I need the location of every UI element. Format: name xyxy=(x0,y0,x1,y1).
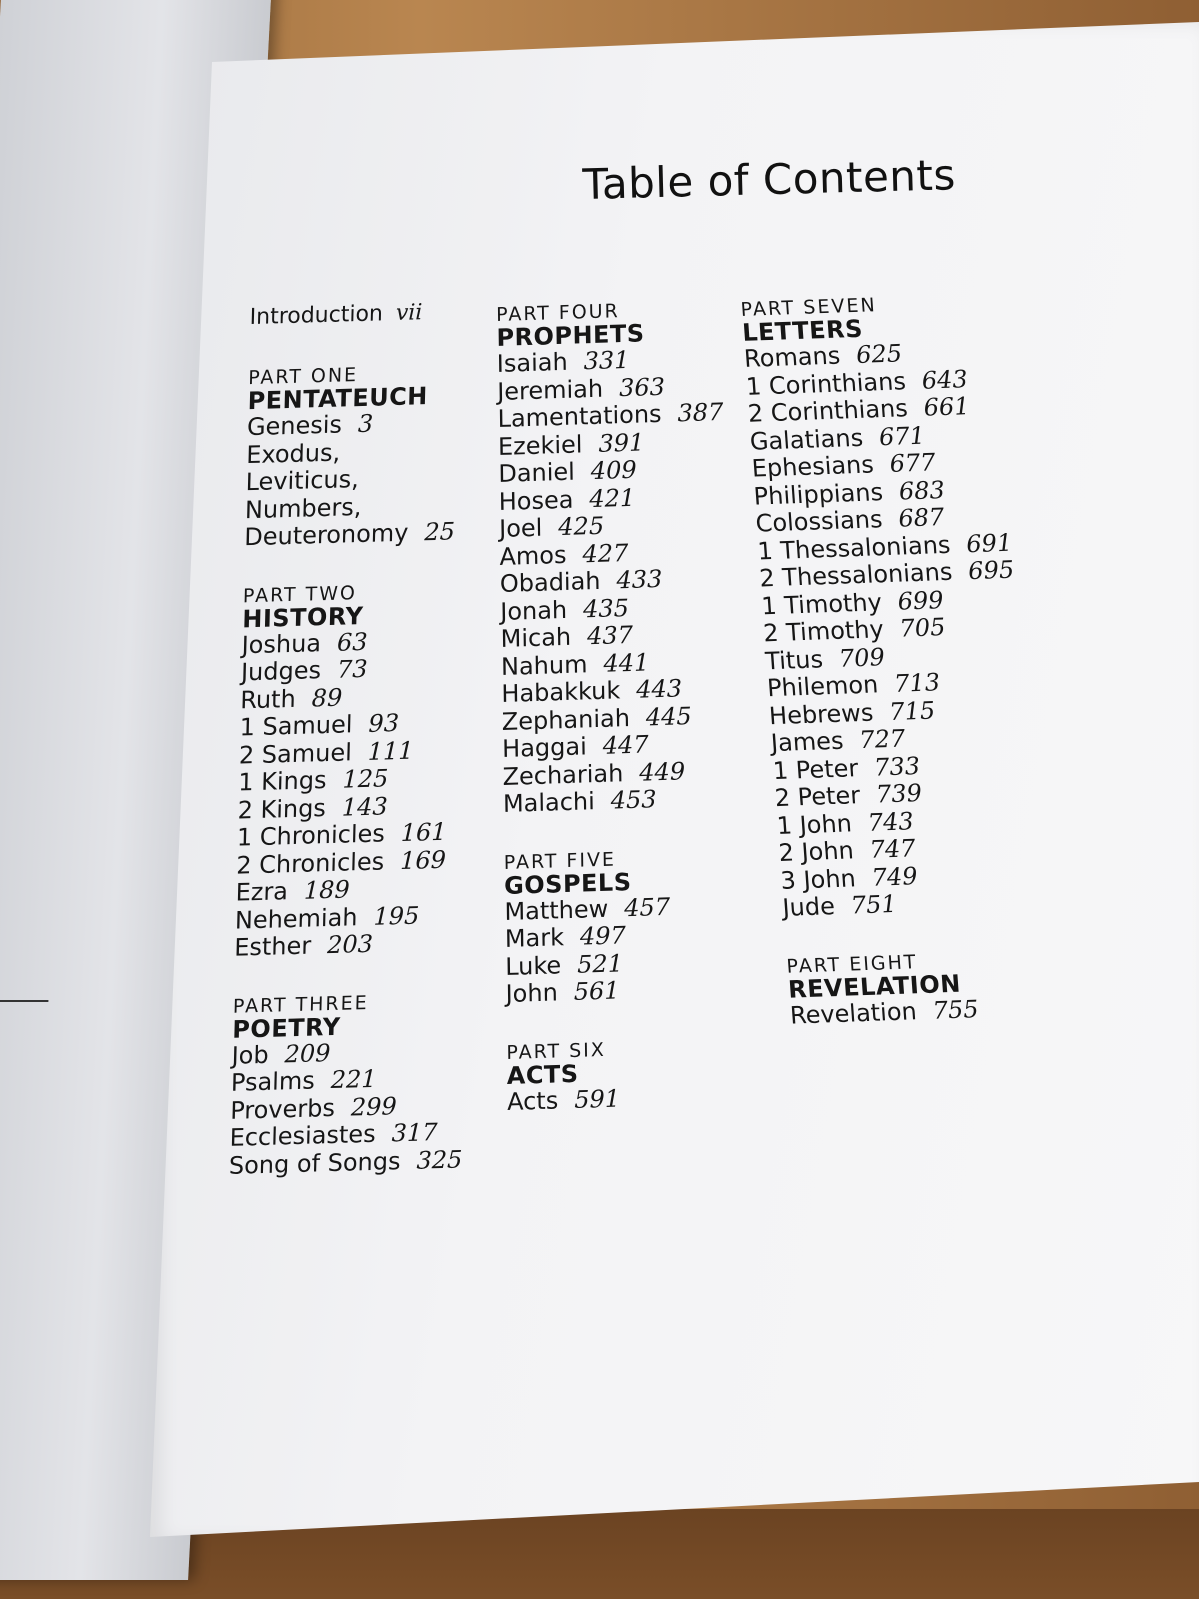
entry-title: 2 Chronicles xyxy=(235,846,385,880)
part-label: PART ONE xyxy=(247,363,359,390)
toc-entry xyxy=(229,1146,463,1180)
entry-title: Exodus, xyxy=(245,438,341,469)
part-label: PART TWO xyxy=(242,581,358,607)
entry-page xyxy=(356,438,357,466)
toc-entry xyxy=(503,784,729,819)
entry-title: Jeremiah xyxy=(497,374,604,406)
entry-page: 363 xyxy=(618,372,666,402)
entry-title: Malachi xyxy=(502,787,595,819)
entry-page: 125 xyxy=(342,764,389,794)
part-label: PART SEVEN xyxy=(739,294,878,321)
entry-page: 25 xyxy=(424,517,456,547)
part-title: PROPHETS xyxy=(496,319,645,353)
part-title: POETRY xyxy=(231,1012,341,1044)
entry-title: Micah xyxy=(500,622,572,654)
entry-page: 161 xyxy=(400,817,447,848)
entry-title: Zechariah xyxy=(502,758,624,791)
entry-title: Amos xyxy=(499,540,567,571)
toc-column-2 xyxy=(496,298,734,1150)
entry-page: 739 xyxy=(875,778,923,809)
entry-title: Luke xyxy=(505,950,562,981)
part-label: PART SIX xyxy=(506,1038,606,1064)
entry-title: Mark xyxy=(504,923,565,954)
toc-sections xyxy=(740,291,1046,1030)
toc-sections xyxy=(229,362,482,1180)
entry-page: 691 xyxy=(965,528,1014,558)
entry-page: 387 xyxy=(677,397,724,428)
entry-page: 143 xyxy=(341,791,389,822)
entry-page: 63 xyxy=(336,627,368,657)
entry-title: Nehemiah xyxy=(234,902,358,935)
entry-title: 2 Thessalonians xyxy=(758,557,954,593)
entry-title: Ezekiel xyxy=(497,429,583,461)
part-label: PART FIVE xyxy=(503,848,617,874)
entry-page: 195 xyxy=(373,900,420,931)
entry-title: Esther xyxy=(233,931,312,962)
entry-page: 591 xyxy=(574,1083,621,1114)
entry-title: Matthew xyxy=(504,894,609,926)
entry-page xyxy=(377,492,378,520)
part-title: HISTORY xyxy=(241,601,364,633)
part-title: LETTERS xyxy=(741,314,864,347)
entry-page: 425 xyxy=(558,511,605,542)
entry-page: 661 xyxy=(922,392,971,422)
facing-page-rule xyxy=(0,1000,48,1002)
entry-title: 1 Corinthians xyxy=(745,366,907,401)
toc-section xyxy=(234,579,477,962)
entry-title: 1 Thessalonians xyxy=(756,530,952,566)
entry-page: 433 xyxy=(616,564,663,595)
entry-title: 1 Kings xyxy=(237,766,327,797)
entry-page: 391 xyxy=(598,427,645,458)
entry-page: 437 xyxy=(586,620,634,651)
entry-page xyxy=(374,465,375,493)
toc-section xyxy=(496,298,729,819)
toc-section xyxy=(506,1035,733,1116)
entry-title: 1 Timothy xyxy=(760,587,883,620)
entry-page: 755 xyxy=(931,994,980,1025)
toc-section xyxy=(786,947,1046,1029)
entry-title: Proverbs xyxy=(229,1093,336,1125)
entry-title: John xyxy=(505,978,558,1009)
entry-page: 435 xyxy=(582,593,630,623)
entry-title: Genesis xyxy=(246,410,343,442)
entry-title: 1 Chronicles xyxy=(236,819,386,852)
entry-page: 203 xyxy=(326,929,374,960)
entry-page: 441 xyxy=(603,647,650,678)
toc-section xyxy=(740,291,1038,922)
entry-title: James xyxy=(770,726,845,758)
entry-title: Ruth xyxy=(240,684,297,714)
entry-title: Deuteronomy xyxy=(243,518,409,552)
toc-column-3 xyxy=(740,291,1048,1063)
toc-entry xyxy=(244,518,478,552)
entry-title: 2 Corinthians xyxy=(746,394,909,428)
introduction-page: vii xyxy=(395,300,423,326)
toc-entry xyxy=(507,1081,733,1116)
entry-page: 89 xyxy=(311,683,343,712)
entry-title: Philemon xyxy=(766,670,880,703)
entry-title: 2 Timothy xyxy=(762,615,885,648)
entry-page: 683 xyxy=(897,475,946,506)
entry-title: Ecclesiastes xyxy=(229,1119,376,1152)
entry-page: 209 xyxy=(284,1038,331,1068)
entry-page: 743 xyxy=(866,806,915,837)
entry-page: 421 xyxy=(589,483,636,513)
entry-page: 189 xyxy=(303,875,351,905)
entry-page: 221 xyxy=(330,1064,377,1095)
entry-title: Romans xyxy=(743,341,842,373)
entry-page: 457 xyxy=(624,892,671,922)
toc-column-1 xyxy=(228,298,484,1213)
entry-page: 709 xyxy=(837,642,886,673)
introduction-label: Introduction xyxy=(249,301,384,331)
entry-page: 331 xyxy=(583,345,630,376)
entry-title: Nahum xyxy=(500,649,588,681)
entry-page: 449 xyxy=(639,756,686,787)
entry-page: 643 xyxy=(920,364,969,395)
entry-title: 2 John xyxy=(777,836,855,867)
toc-section xyxy=(244,362,482,552)
entry-page: 317 xyxy=(391,1118,438,1148)
toc-section xyxy=(229,990,467,1180)
entry-title: Psalms xyxy=(230,1066,316,1097)
entry-page: 453 xyxy=(610,785,657,815)
part-label: PART FOUR xyxy=(495,300,620,327)
entry-title: Ezra xyxy=(235,877,289,907)
entry-page: 625 xyxy=(855,339,903,369)
entry-title: Galatians xyxy=(748,423,864,456)
entry-title: Joel xyxy=(498,513,543,544)
entry-page: 3 xyxy=(357,409,374,439)
entry-title: Zephaniah xyxy=(501,703,631,736)
entry-title: Ephesians xyxy=(750,450,875,483)
entry-title: 1 Samuel xyxy=(239,710,353,742)
entry-page: 749 xyxy=(870,861,919,892)
entry-page: 427 xyxy=(582,538,629,568)
entry-title: Obadiah xyxy=(499,566,601,599)
entry-page: 747 xyxy=(868,834,917,864)
entry-title: 3 John xyxy=(779,863,857,895)
entry-title: 2 Peter xyxy=(773,781,862,813)
entry-title: Haggai xyxy=(502,732,587,764)
entry-title: Judges xyxy=(240,656,322,687)
entry-page: 521 xyxy=(576,948,624,979)
entry-title: Daniel xyxy=(498,457,576,489)
toc-sections xyxy=(496,298,733,1116)
part-title: ACTS xyxy=(506,1059,579,1090)
entry-page: 111 xyxy=(367,736,414,766)
entry-page: 447 xyxy=(602,730,649,760)
toc-entry xyxy=(234,928,468,962)
entry-title: Philippians xyxy=(752,477,884,511)
toc-section xyxy=(504,845,732,1008)
entry-title: 2 Kings xyxy=(237,793,327,825)
entry-title: Acts xyxy=(506,1085,559,1116)
entry-title: Leviticus, xyxy=(245,465,360,497)
entry-title: Song of Songs xyxy=(228,1146,401,1180)
part-title: GOSPELS xyxy=(503,867,632,900)
entry-title: Numbers, xyxy=(244,492,362,524)
entry-page: 687 xyxy=(897,503,946,533)
entry-page: 705 xyxy=(898,613,947,643)
entry-page: 671 xyxy=(878,421,926,451)
entry-title: Job xyxy=(231,1040,269,1070)
entry-title: 1 Peter xyxy=(771,753,860,785)
toc-introduction xyxy=(249,298,483,330)
entry-title: Hosea xyxy=(498,485,574,516)
part-title: REVELATION xyxy=(787,969,962,1004)
entry-title: Colossians xyxy=(754,505,884,538)
toc-entry xyxy=(505,974,731,1009)
entry-page: 325 xyxy=(416,1144,463,1175)
entry-page: 497 xyxy=(579,921,626,951)
entry-page: 445 xyxy=(645,701,692,731)
entry-title: Habakkuk xyxy=(501,676,621,709)
entry-title: Joshua xyxy=(241,628,322,659)
entry-page: 169 xyxy=(399,845,447,875)
part-title: PENTATEUCH xyxy=(247,382,429,416)
part-label: PART EIGHT xyxy=(785,950,919,978)
entry-page: 93 xyxy=(368,708,400,738)
entry-title: Revelation xyxy=(789,996,918,1030)
entry-page: 443 xyxy=(636,674,683,704)
entry-title: Jude xyxy=(781,892,836,922)
entry-page: 409 xyxy=(590,455,637,486)
entry-page: 699 xyxy=(896,585,945,616)
entry-page: 299 xyxy=(350,1091,398,1122)
entry-page: 733 xyxy=(873,751,921,782)
entry-page: 695 xyxy=(967,555,1016,586)
part-label: PART THREE xyxy=(232,991,369,1018)
entry-title: Titus xyxy=(764,644,824,675)
entry-page: 715 xyxy=(888,695,937,726)
entry-page: 561 xyxy=(573,976,620,1006)
entry-title: Jonah xyxy=(500,595,568,626)
entry-title: 2 Samuel xyxy=(238,737,353,769)
entry-title: 1 John xyxy=(775,808,853,840)
entry-title: Hebrews xyxy=(768,698,875,730)
entry-page: 677 xyxy=(888,448,937,478)
entry-page: 751 xyxy=(849,889,898,920)
entry-title: Isaiah xyxy=(496,347,568,379)
entry-page: 727 xyxy=(858,724,907,755)
entry-page: 73 xyxy=(336,654,368,684)
page-title: Table of Contents xyxy=(582,150,957,209)
entry-page: 713 xyxy=(893,668,941,698)
entry-title: Lamentations xyxy=(497,399,662,434)
